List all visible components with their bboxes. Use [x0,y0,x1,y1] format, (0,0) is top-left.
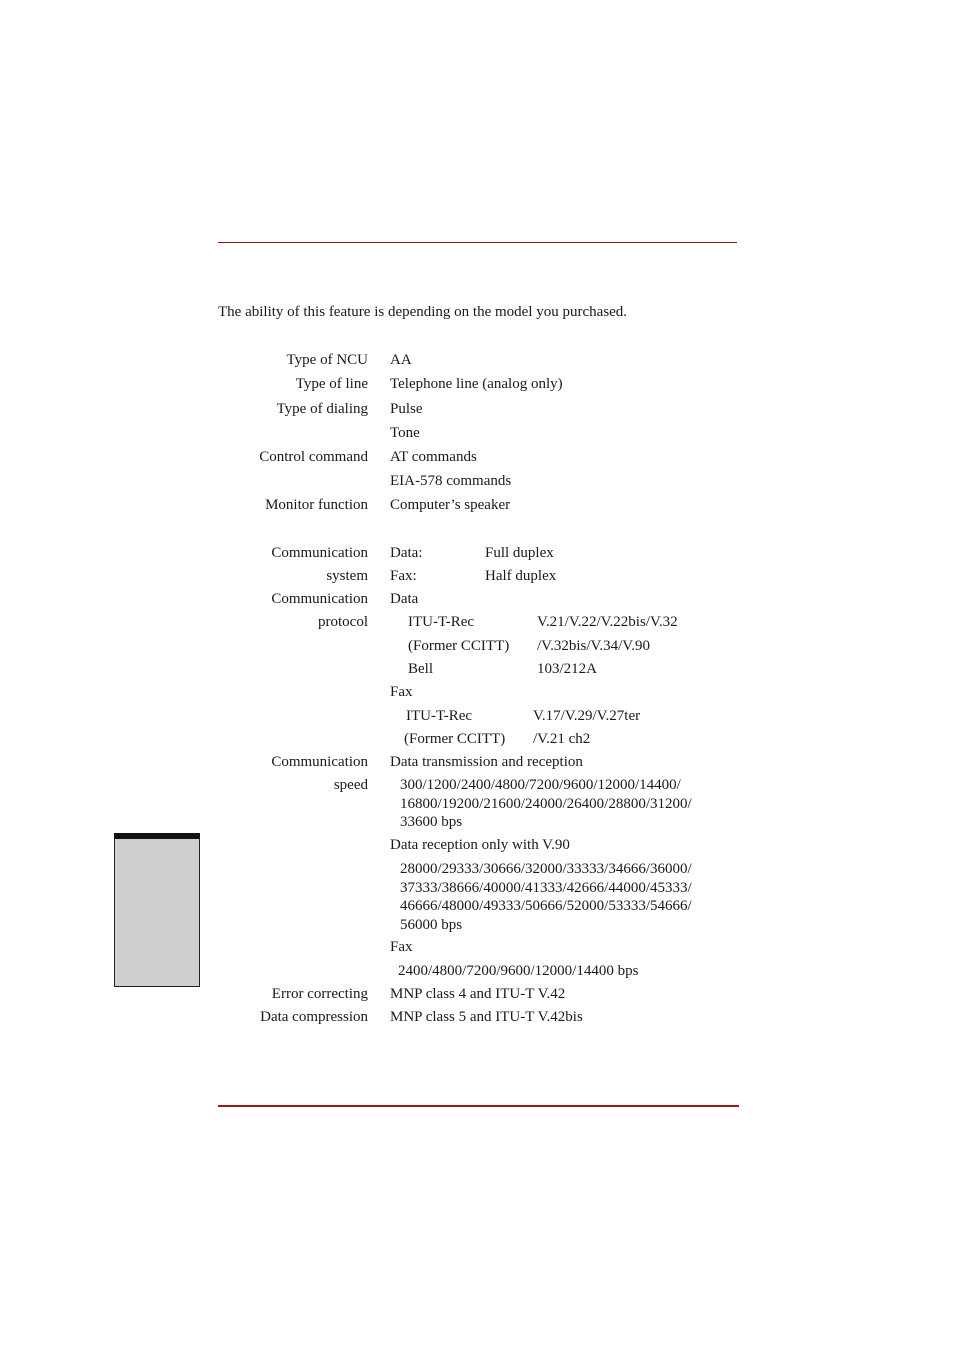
speed-fax-line: 2400/4800/7200/9600/12000/14400 bps [398,963,639,979]
protocol-data-row-value: /V.32bis/V.34/V.90 [537,638,650,654]
label-data-compression: Data compression [260,1009,368,1025]
comm-system-data-value: Full duplex [485,545,554,561]
speed-transmission-line: 300/1200/2400/4800/7200/9600/12000/14400/ [400,777,681,793]
chapter-side-tab [114,833,200,987]
value-eia-commands: EIA-578 commands [390,473,512,489]
header-rule [218,242,737,243]
value-type-of-line: Telephone line (analog only) [390,376,563,392]
protocol-fax-heading: Fax [390,684,413,700]
protocol-data-row-value: V.21/V.22/V.22bis/V.32 [537,614,678,630]
label-type-of-line: Type of line [295,376,368,392]
speed-heading-transmission: Data transmission and reception [390,754,583,770]
comm-system-fax-key: Fax: [390,568,417,584]
label-comm-protocol-1: Communication [271,591,368,607]
protocol-data-row-value: 103/212A [537,661,597,677]
speed-v90-line: 37333/38666/40000/41333/42666/44000/45333/ [400,879,692,896]
protocol-data-row-name: ITU-T-Rec [408,614,475,630]
label-monitor-function: Monitor function [265,497,368,513]
label-type-of-dialing: Type of dialing [276,401,368,417]
protocol-fax-row-value: /V.21 ch2 [533,731,591,747]
value-dialing-pulse: Pulse [390,401,423,417]
speed-heading-v90: Data reception only with V.90 [390,837,570,853]
speed-transmission-line: 33600 bps [400,814,463,830]
protocol-data-row-name: Bell [408,661,433,677]
protocol-fax-row-name: (Former CCITT) [404,731,506,747]
protocol-fax-row-value: V.17/V.29/V.27ter [533,708,641,724]
label-control-command: Control command [259,449,368,465]
value-at-commands: AT commands [390,449,477,465]
footer-rule [218,1105,739,1107]
label-comm-speed-1: Communication [271,754,368,770]
protocol-data-heading: Data [390,591,419,607]
value-type-of-ncu: AA [390,352,412,368]
speed-heading-fax: Fax [390,939,413,955]
protocol-data-row-name: (Former CCITT) [408,638,510,654]
protocol-fax-row-name: ITU-T-Rec [406,708,473,724]
comm-system-data-key: Data: [390,545,423,561]
label-comm-speed-2: speed [333,777,368,793]
speed-v90-line: 56000 bps [400,916,463,933]
value-error-correcting: MNP class 4 and ITU-T V.42 [390,986,566,1002]
value-dialing-tone: Tone [390,425,420,441]
speed-v90-line: 28000/29333/30666/32000/33333/34666/36000/ [400,861,692,877]
speed-transmission-line: 16800/19200/21600/24000/26400/28800/31200/ [400,795,692,812]
label-error-correcting: Error correcting [271,986,368,1002]
label-comm-system-1: Communication [271,545,368,561]
value-data-compression: MNP class 5 and ITU-T V.42bis [390,1009,583,1025]
label-type-of-ncu: Type of NCU [286,352,368,368]
label-comm-system-2: system [326,568,368,584]
value-monitor-function: Computer’s speaker [390,497,511,513]
intro-text: The ability of this feature is depending on the model you purchased. [218,304,628,320]
comm-system-fax-value: Half duplex [485,568,557,584]
label-comm-protocol-2: protocol [318,614,368,630]
speed-v90-line: 46666/48000/49333/50666/52000/53333/54666/ [400,898,692,914]
